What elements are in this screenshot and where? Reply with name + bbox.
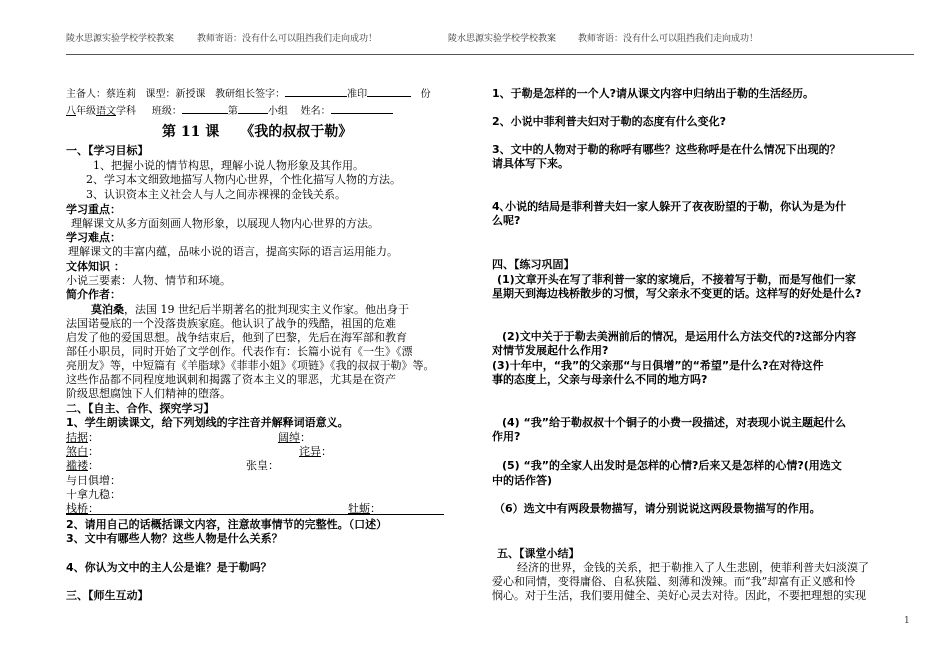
- goal-item: 3、认识资本主义社会人与人之间赤裸裸的金钱关系。: [86, 188, 346, 201]
- vocab-underline: [66, 514, 444, 515]
- vocab-item: 阔绰：: [278, 431, 311, 444]
- author-line: 部任小职员，同时开始了文学创作。代表作有：长篇小说有《一生》《漂: [66, 345, 413, 358]
- key-points-text: 理解课文从多方面刻画人物形象，以展现人物内心世界的方法。: [71, 217, 379, 230]
- vocab-item: 十拿九稳：: [66, 488, 121, 501]
- practice-4-cont: 作用?: [492, 430, 521, 443]
- signer-label: 教研组长签字：: [215, 89, 286, 100]
- right-question-1: 1、于勒是怎样的一个人?请从课文内容中归纳出于勒的生活经历。: [492, 87, 815, 100]
- practice-2-cont: 对情节发展起什么作用?: [492, 344, 609, 357]
- author-name: 莫泊桑: [91, 303, 124, 316]
- right-question-2: 2、小说中菲利普夫妇对于勒的态度有什么变化?: [492, 115, 727, 128]
- section-heading-interaction: 三、【师生互动】: [66, 589, 149, 602]
- preparer: 蔡连莉: [106, 89, 136, 100]
- vocab-item: 诧异：: [299, 445, 332, 458]
- summary-line: 悯心。对于生活，我们要用健全、美好心灵去对待。因此，不要把理想的实现: [492, 589, 866, 602]
- section-heading-goals: 一、【学习目标】: [66, 144, 149, 157]
- class-label: 班级：: [151, 106, 182, 117]
- header-school-right: 陵水思源实验学校学校教案: [448, 34, 557, 44]
- header-divider: [66, 54, 914, 55]
- genre-knowledge-label: 文体知识 ：: [66, 260, 125, 273]
- right-question-3-cont: 请具体写下来。: [492, 157, 569, 170]
- right-question-3: 3、文中的人物对于勒的称呼有哪些？这些称呼是在什么情况下出现的？: [492, 143, 841, 156]
- name-label: 姓名：: [300, 106, 331, 117]
- key-points-label: 学习重点：: [66, 203, 121, 216]
- practice-1: (1)文章开头在写了菲利普一家的家境后，不接着写于勒，而是写他们一家: [497, 273, 856, 286]
- goal-item: 2、学习本文细致地描写人物内心世界，个性化描写人物的方法。: [86, 173, 401, 186]
- class-blank[interactable]: [182, 104, 228, 114]
- vocab-item: 褴褛：: [66, 459, 99, 472]
- author-line: 亮朋友》等，中短篇有《羊脂球》《菲菲小姐》《项链》《我的叔叔于勒》等。: [66, 359, 435, 372]
- preparer-label: 主备人：: [66, 89, 106, 100]
- practice-5-cont: 中的话作答): [492, 474, 553, 487]
- header-school-left: 陵水思源实验学校学校教案: [66, 34, 175, 44]
- vocab-item: 张皇：: [246, 459, 279, 472]
- author-intro-label: 简介作者：: [66, 288, 121, 301]
- practice-2: (2)文中关于于勒去美洲前后的情况，是运用什么方法交代的?这部分内容: [502, 330, 857, 343]
- meta-line-1: [66, 85, 431, 100]
- group-pre: 第: [227, 106, 238, 117]
- right-question-4-cont: 么呢?: [492, 214, 521, 227]
- vocab-item: 栈桥：: [66, 502, 99, 515]
- vocab-item: 拮据：: [66, 431, 99, 444]
- right-question-4: 4､小说的结局是菲利普夫妇一家人躲开了夜夜盼望的于勒，你认为是为什: [492, 200, 847, 213]
- question-1: 1、学生朗读课文，给下列划线的字注音并解释词语意义。: [66, 416, 349, 429]
- author-line: 这些作品都不同程度地讽刺和揭露了资本主义的罪恶，尤其是在资产: [66, 373, 396, 386]
- question-2: 2、请用自己的话概括课文内容，注意故事情节的完整性。（口述）: [66, 518, 388, 531]
- goal-item: 1、把握小说的情节构思，理解小说人物形象及其作用。: [93, 159, 364, 172]
- section-heading-summary: 五、【课堂小结】: [497, 547, 580, 560]
- author-line: 启发了他的爱国思想。战争结束后，他到了巴黎，先后在海军部和教育: [66, 331, 407, 344]
- signer-blank[interactable]: [285, 87, 347, 97]
- difficult-points-text: 理解课文的丰富内蕴，品味小说的语言，提高实际的语言运用能力。: [68, 245, 398, 258]
- summary-line: 经济的世界，金钱的关系，把于勒推入了人生悲剧，使菲利普夫妇淡漠了: [517, 561, 869, 574]
- vocab-item: 煞白：: [66, 445, 99, 458]
- approve-label: 准印: [347, 89, 368, 100]
- practice-3: (3)十年中，“我”的父亲那“与日俱增”的“希望”是什么?在对待这件: [492, 359, 824, 372]
- practice-6: （6）选文中有两段景物描写，请分别说说这两段景物描写的作用。: [494, 502, 821, 515]
- vocab-item: 牡蛎：: [348, 502, 381, 515]
- lesson-type: 新授课: [175, 89, 206, 100]
- lesson-type-label: 课型：: [145, 89, 176, 100]
- section-heading-self-study: 二、【自主、合作、探究学习】: [66, 402, 215, 415]
- subject-value: 语文: [96, 106, 116, 117]
- question-3: 3、文中有哪些人物？这些人物是什么关系？: [66, 532, 283, 545]
- header-motto-left: 教师寄语：没有什么可以阻挡我们走向成功！: [197, 34, 378, 44]
- copies-blank[interactable]: [367, 87, 411, 97]
- header-motto-right: 教师寄语：没有什么可以阻挡我们走向成功！: [578, 34, 759, 44]
- practice-5: (5) “我”的全家人出发时是怎样的心情?后来又是怎样的心情?(用选文: [502, 459, 842, 472]
- difficult-points-label: 学习难点：: [66, 231, 121, 244]
- question-4: 4、你认为文中的主人公是谁？是于勒吗？: [66, 561, 272, 574]
- author-line: 莫泊桑，法国 19 世纪后半期著名的批判现实主义作家。他出身于: [91, 303, 409, 316]
- practice-3-cont: 事的态度上，父亲与母亲什么不同的地方吗?: [492, 373, 708, 386]
- grade-label: 年级: [76, 106, 96, 117]
- copies-label: 份: [420, 89, 431, 100]
- group-label: 小组: [267, 106, 288, 117]
- page-number: 1: [904, 616, 910, 626]
- summary-line: 爱心和同情，变得庸俗、自私狭隘、刻薄和泼辣。而“我”却富有正义感和怜: [492, 575, 856, 588]
- author-line: 法国诺曼底的一个没落贵族家庭。他认识了战争的残酷，祖国的危难: [66, 317, 396, 330]
- grade-value: 八: [66, 106, 76, 117]
- name-blank[interactable]: [331, 104, 393, 114]
- subject-label: 学科: [116, 106, 136, 117]
- author-line: 阶级思想腐蚀下人们精神的堕落。: [66, 387, 231, 400]
- lesson-title: 第 11 课 《我的叔叔于勒》: [162, 124, 353, 140]
- meta-line-2: [66, 102, 393, 117]
- group-blank[interactable]: [238, 104, 268, 114]
- practice-1-cont: 星期天到海边栈桥散步的习惯，写父亲永不变更的话。这样写的好处是什么?: [492, 287, 862, 300]
- section-heading-practice: 四、【练习巩固】: [492, 258, 575, 271]
- practice-4: (4) “我”给于勒叔叔十个铜子的小费一段描述，对表现小说主题起什么: [502, 416, 846, 429]
- vocab-item: 与日俱增：: [66, 474, 121, 487]
- genre-knowledge-text: 小说三要素：人物、情节和环境。: [66, 274, 231, 287]
